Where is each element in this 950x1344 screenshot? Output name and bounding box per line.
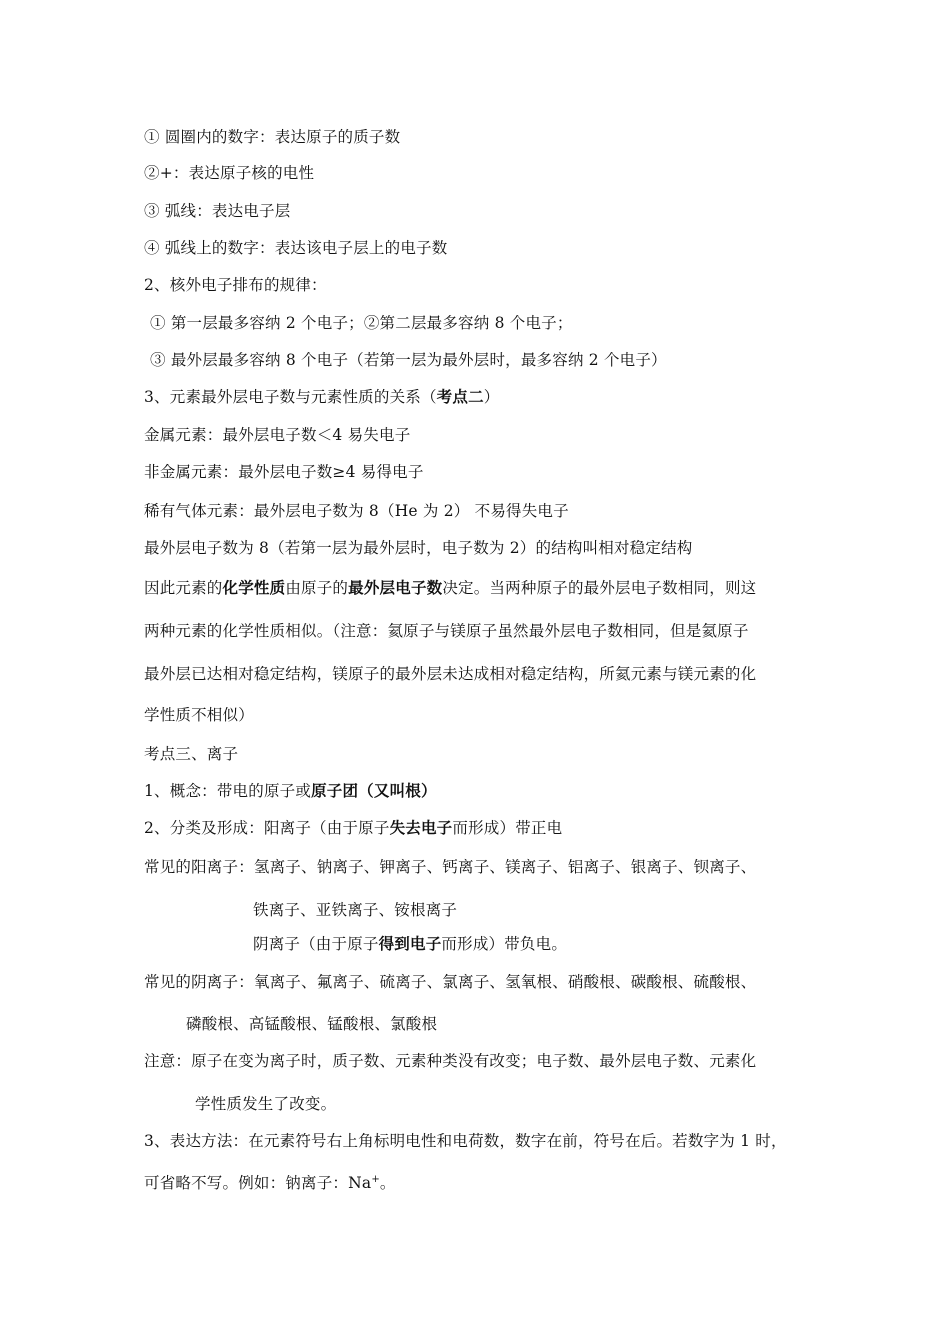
ion-symbol: Na <box>348 1174 372 1192</box>
text-line: ③ 最外层最多容纳 8 个电子（若第一层为最外层时，最多容纳 2 个电子） <box>150 351 667 369</box>
note-text: 最外层已达相对稳定结构，镁原子的最外层未达成相对稳定结构，所氦元素与镁元素的化 <box>144 665 757 683</box>
text-line: ②+：表达原子核的电性 <box>144 164 315 182</box>
text-line: 学性质发生了改变。 <box>195 1095 337 1113</box>
section-heading: 2、核外电子排布的规律： <box>144 276 327 294</box>
text-line <box>144 577 756 599</box>
text-line: 稀有气体元素：最外层电子数为 8（He 为 2） 不易得失电子 <box>144 502 569 520</box>
text-line: ① 圆圈内的数字：表达原子的质子数 <box>144 128 401 146</box>
text-line: 金属元素：最外层电子数＜4 易失电子 <box>144 426 411 444</box>
text-span: 决定。当两种原子的最外层电子数相同，则这 <box>442 579 757 597</box>
text-span: 而形成）带负电。 <box>441 935 568 953</box>
text-span: 1、概念：带电的原子或 <box>144 782 312 800</box>
key-point-label: 考点二 <box>436 388 484 406</box>
text-line: 非金属元素：最外层电子数≥4 易得电子 <box>144 463 424 481</box>
text-line: ① 第一层最多容纳 2 个电子；②第二层最多容纳 8 个电子； <box>150 314 573 332</box>
text-span: 2、分类及形成：阳离子（由于原子 <box>144 819 390 837</box>
heading-text: ） <box>483 388 500 406</box>
text-line <box>144 780 437 802</box>
heading-text: 3、元素最外层电子数与元素性质的关系（ <box>144 388 437 406</box>
text-line <box>144 817 562 839</box>
emphasis: 化学性质 <box>222 579 286 597</box>
section-heading: 考点三、离子 <box>144 745 239 763</box>
text-line: ④ 弧线上的数字：表达该电子层上的电子数 <box>144 239 448 257</box>
text-span: 因此元素的 <box>144 579 223 597</box>
text-span: 两种元素的化学性质相似。（ <box>144 622 341 640</box>
text-span: 而形成）带正电 <box>452 819 563 837</box>
text-line: 常见的阳离子：氢离子、钠离子、钾离子、钙离子、镁离子、铝离子、银离子、钡离子、 <box>144 858 757 876</box>
text-line: 常见的阴离子：氧离子、氟离子、硫离子、氯离子、氢氧根、硝酸根、碳酸根、硫酸根、 <box>144 973 757 991</box>
emphasis: 失去电子 <box>389 819 453 837</box>
text-line: 磷酸根、高锰酸根、锰酸根、氯酸根 <box>186 1015 438 1033</box>
text-line <box>253 933 567 955</box>
note-text: 学性质不相似） <box>144 706 254 724</box>
text-line: 铁离子、亚铁离子、铵根离子 <box>253 901 458 919</box>
text-line <box>144 620 749 642</box>
text-line: 3、表达方法：在元素符号右上角标明电性和电荷数，数字在前，符号在后。若数字为 1 时， <box>144 1132 787 1150</box>
note-text: 注意：氦原子与镁原子虽然最外层电子数相同，但是氦原子 <box>340 622 749 640</box>
ion-charge: + <box>371 1173 380 1185</box>
text-span: 阴离子（由于原子 <box>253 935 379 953</box>
section-heading <box>144 386 499 408</box>
text-span: 。 <box>379 1174 396 1192</box>
text-line <box>144 1172 396 1194</box>
text-span: 由原子的 <box>285 579 349 597</box>
text-span: 可省略不写。例如：钠离子： <box>144 1174 349 1192</box>
text-line: 注意：原子在变为离子时，质子数、元素种类没有改变；电子数、最外层电子数、元素化 <box>144 1052 757 1070</box>
text-line: ③ 弧线：表达电子层 <box>144 202 291 220</box>
text-line: 最外层电子数为 8（若第一层为最外层时，电子数为 2）的结构叫相对稳定结构 <box>144 539 693 557</box>
emphasis: 得到电子 <box>378 935 442 953</box>
emphasis: 原子团（又叫根） <box>311 782 437 800</box>
emphasis: 最外层电子数 <box>348 579 443 597</box>
